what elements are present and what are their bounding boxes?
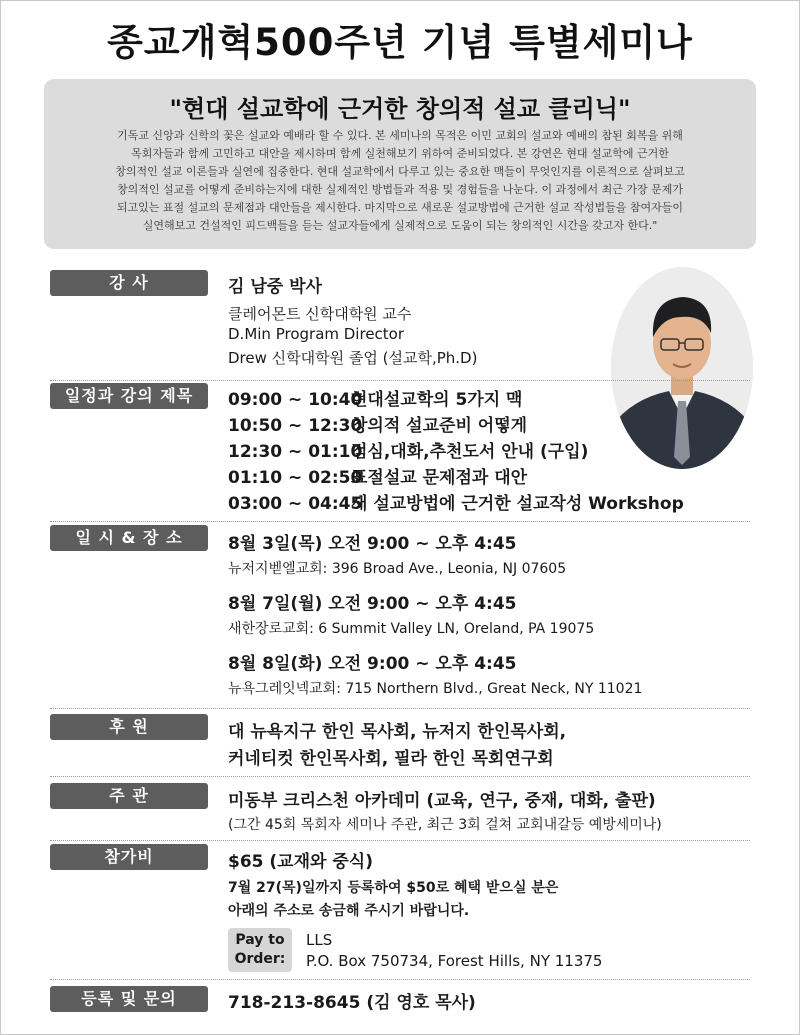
divider	[50, 521, 750, 522]
intro-line: 기독교 신앙과 신학의 꽃은 설교와 예배라 할 수 있다. 본 세미나의 목적은 이민 교회의 설교와 예배의 참된 회복을 위해	[117, 129, 683, 142]
speaker-title: 클레어몬트 신학대학원 교수	[228, 305, 412, 323]
schedule-time: 03:00 ~ 04:45	[228, 494, 363, 514]
intro-line: 되고있는 표절 설교의 문제점과 대안들을 제시한다. 마지막으로 새로운 설교방법에 근거한 설교 작성법들을 참여자들이	[116, 201, 684, 214]
event-place: 새한장로교회: 6 Summit Valley LN, Oreland, PA 19075	[228, 621, 595, 637]
seminar-subtitle: "현대 설교학에 근거한 창의적 설교 클리닉"	[169, 95, 631, 123]
fee-note: 7월 27(목)일까지 등록하여 $50로 혜택 받으실 분은	[228, 880, 559, 896]
intro-line: 실연해보고 건설적인 피드백들을 듣는 설교자들에게 실제적으로 도움이 되는 창의적인 시간을 갖고자 한다."	[142, 219, 658, 232]
schedule-label: 일정과 강의 제목	[50, 383, 208, 409]
host-name: 미동부 크리스천 아카데미 (교육, 연구, 중재, 대화, 출판)	[228, 791, 656, 811]
host-label: 주 관	[50, 783, 208, 809]
fee-note: 아래의 주소로 송금해 주시기 바랍니다.	[228, 903, 470, 919]
pay-to-label: Pay to	[235, 932, 285, 948]
event-place: 뉴욕그레잇넥교회: 715 Northern Blvd., Great Neck, NY 11021	[228, 681, 643, 697]
schedule-topic: 창의적 설교준비 어떻게	[351, 416, 528, 436]
divider	[50, 380, 750, 381]
event-date: 8월 3일(목) 오전 9:00 ~ 오후 4:45	[228, 534, 517, 554]
speaker-label: 강 사	[50, 270, 208, 296]
event-place: 뉴저지벧엘교회: 396 Broad Ave., Leonia, NJ 07605	[228, 561, 567, 577]
schedule-item	[228, 437, 588, 462]
divider	[50, 776, 750, 777]
schedule-topic: 새 설교방법에 근거한 설교작성 Workshop	[351, 494, 684, 514]
intro-text	[66, 127, 734, 235]
divider	[50, 708, 750, 709]
event-date: 8월 8일(화) 오전 9:00 ~ 오후 4:45	[228, 654, 517, 674]
schedule-time: 12:30 ~ 01:10	[228, 442, 363, 462]
event-date: 8월 7일(월) 오전 9:00 ~ 오후 4:45	[228, 594, 517, 614]
intro-box	[44, 79, 756, 249]
schedule-topic: 표절설교 문제점과 대안	[351, 468, 528, 488]
payee-address: P.O. Box 750734, Forest Hills, NY 11375	[306, 952, 603, 970]
contact-label: 등록 및 문의	[50, 986, 208, 1012]
fee-amount: $65 (교재와 중식)	[228, 852, 373, 872]
speaker-name: 김 남중 박사	[228, 277, 322, 297]
intro-line: 창의적인 설교를 어떻게 준비하는지에 대한 실제적인 방법들과 적용 및 경험들을 나눈다. 이 과정에서 최근 가장 문제가	[117, 183, 683, 196]
schedule-topic: 점심,대화,추천도서 안내 (구입)	[351, 442, 589, 462]
fee-label: 참가비	[50, 844, 208, 870]
speaker-photo	[611, 267, 753, 469]
intro-line: 목회자들과 함께 고민하고 대안을 제시하며 함께 실천해보기 위하여 준비되었다. 본 강연은 현대 설교학에 근거한	[131, 147, 669, 160]
schedule-time: 09:00 ~ 10:40	[228, 390, 363, 410]
schedule-item	[228, 385, 522, 410]
speaker-role: D.Min Program Director	[228, 325, 405, 343]
host-note: (그간 45회 목회자 세미나 주관, 최근 3회 걸쳐 교회내갈등 예방세미나)	[228, 817, 662, 833]
payee: LLS	[306, 931, 333, 949]
dates-label: 일 시 & 장 소	[50, 525, 208, 551]
sponsors-label: 후 원	[50, 714, 208, 740]
schedule-item	[228, 489, 684, 514]
schedule-item	[228, 411, 527, 436]
schedule-time: 01:10 ~ 02:50	[228, 468, 363, 488]
sponsor-line: 커네티컷 한인목사회, 필라 한인 목회연구회	[228, 749, 554, 769]
divider	[50, 979, 750, 980]
sponsor-line: 대 뉴욕지구 한인 목사회, 뉴저지 한인목사회,	[228, 722, 567, 742]
schedule-item	[228, 463, 527, 488]
intro-line: 창의적인 설교 이론들과 실연에 집중한다. 현대 설교학에서 다루고 있는 중요한 맥들이 무엇인지를 이론적으로 살펴보고	[115, 165, 685, 178]
divider	[50, 840, 750, 841]
schedule-time: 10:50 ~ 12:30	[228, 416, 363, 436]
order-label: Order:	[234, 951, 286, 967]
page-title: 종교개혁500주년 기념 특별세미나	[107, 21, 693, 64]
pay-to-order-box	[228, 928, 292, 972]
speaker-portrait-icon	[611, 267, 753, 469]
schedule-topic: 현대설교학의 5가지 맥	[351, 390, 523, 410]
speaker-education: Drew 신학대학원 졸업 (설교학,Ph.D)	[228, 349, 478, 367]
contact-phone: 718-213-8645 (김 영호 목사)	[228, 993, 476, 1013]
